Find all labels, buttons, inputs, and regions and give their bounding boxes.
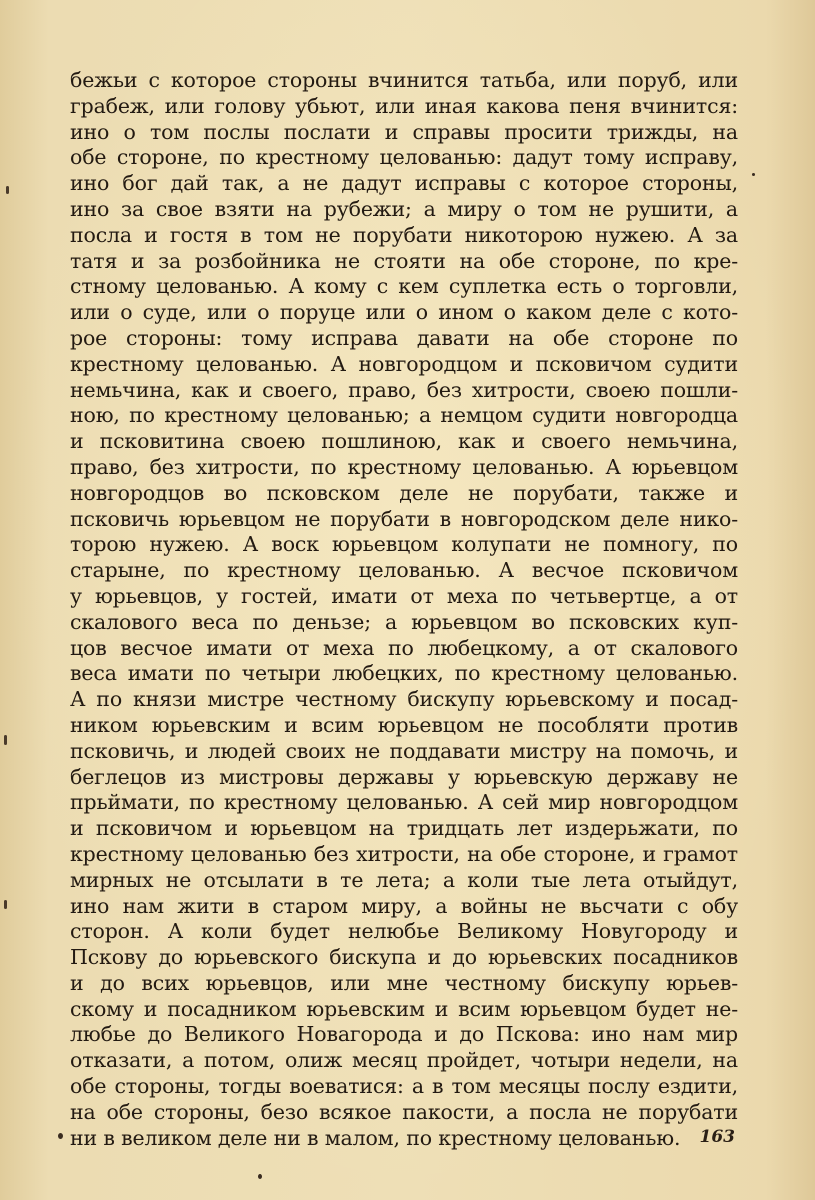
text-line: цов весчое имати от меха по любецкому, а от скалового: [70, 635, 738, 660]
text-line: прьймати, по крестному целованью. А сей мир новгородцом: [70, 790, 738, 815]
text-line: мирных не отсылати в те лета; а коли тые лета отыйдут,: [70, 867, 738, 892]
text-line: псковичь юрьевцом не порубати в новгородском деле нико-: [70, 506, 738, 531]
margin-mark: [6, 186, 9, 194]
text-line: ником юрьевским и всим юрьевцом не пособляти против: [70, 712, 738, 737]
text-line: любье до Великого Новагорода и до Пскова: ино нам мир: [70, 1022, 738, 1047]
text-line: и псковитина своею пошлиною, как и своего немьчина,: [70, 429, 738, 454]
text-line: скому и посадником юрьевским и всим юрьевцом будет не-: [70, 996, 738, 1021]
text-line: татя и за розбойника не стояти на обе стороне, по кре-: [70, 248, 738, 273]
text-line: на обе стороны, безо всякое пакости, а посла не порубати: [70, 1099, 738, 1124]
text-line: ни в великом деле ни в малом, по крестному целованью.: [70, 1125, 681, 1150]
text-line: немьчина, как и своего, право, без хитрости, своею пошли-: [70, 377, 738, 402]
text-line: у юрьевцов, у гостей, имати от меха по четьвертце, а от: [70, 583, 738, 608]
text-line: отказати, а потом, олиж месяц пройдет, чотыри недели, на: [70, 1048, 738, 1073]
text-line: право, без хитрости, по крестному целованью. А юрьевцом: [70, 454, 738, 479]
text-line: псковичь, и людей своих не поддавати мистру на помочь, и: [70, 738, 738, 763]
text-line: сторон. А коли будет нелюбье Великому Новугороду и: [70, 919, 738, 944]
ink-speck: [58, 1133, 63, 1139]
text-line: ною, по крестному целованью; а немцом судити новгородца: [70, 403, 738, 428]
text-line: Пскову до юрьевского бискупа и до юрьевских посадников: [70, 945, 738, 970]
text-line: торою нужею. А воск юрьевцом колупати не помногу, по: [70, 532, 738, 557]
text-line: А по князи мистре честному бискупу юрьевскому и посад-: [70, 687, 738, 712]
text-line: веса имати по четыри любецких, по крестному целованью.: [70, 661, 738, 686]
text-line: ино за свое взяти на рубежи; а миру о том не рушити, а: [70, 196, 738, 221]
text-line: крестному целованью. А новгородцом и псковичом судити: [70, 351, 738, 376]
text-line: обе стороны, тогды воеватися: а в том месяцы послу ездити,: [70, 1074, 738, 1099]
margin-mark: [4, 900, 7, 909]
text-line: бежьи с которое стороны вчинится татьба, или поруб, или: [70, 68, 738, 92]
text-line: ино бог дай так, а не дадут исправы с которое стороны,: [70, 171, 738, 196]
margin-mark: [4, 735, 7, 745]
text-line: и до всих юрьевцов, или мне честному бискупу юрьев-: [70, 970, 738, 995]
text-line: грабеж, или голову убьют, или иная какова пеня вчинится:: [70, 93, 738, 118]
text-line: рое стороны: тому исправа давати на обе стороне по: [70, 325, 738, 350]
text-line: крестному целованью без хитрости, на обе стороне, и грамот: [70, 841, 738, 866]
text-line: или о суде, или о поруце или о ином о каком деле с кото-: [70, 300, 738, 325]
text-line: старыне, по крестному целованью. А весчое псковичом: [70, 558, 738, 583]
body-text: [70, 68, 738, 1151]
text-line: ино нам жити в старом миру, а войны не вьсчати с обу: [70, 893, 738, 918]
text-line: скалового веса по деньзе; а юрьевцом во псковских куп-: [70, 609, 738, 634]
ink-speck: [258, 1174, 262, 1179]
text-line: посла и гостя в том не порубати никоторою нужею. А за: [70, 222, 738, 247]
text-line: стному целованью. А кому с кем суплетка есть о торговли,: [70, 274, 738, 299]
text-line: ино о том послы послати и справы просити трижды, на: [70, 119, 738, 144]
ink-speck: [752, 173, 755, 176]
text-line: беглецов из мистровы державы у юрьевскую державу не: [70, 764, 738, 789]
text-line: обе стороне, по крестному целованью: дадут тому исправу,: [70, 145, 738, 170]
page-number: 163: [699, 1127, 735, 1147]
text-line: и псковичом и юрьевцом на тридцать лет издерьжати, по: [70, 816, 738, 841]
text-line: новгородцов во псковском деле не порубати, также и: [70, 480, 738, 505]
